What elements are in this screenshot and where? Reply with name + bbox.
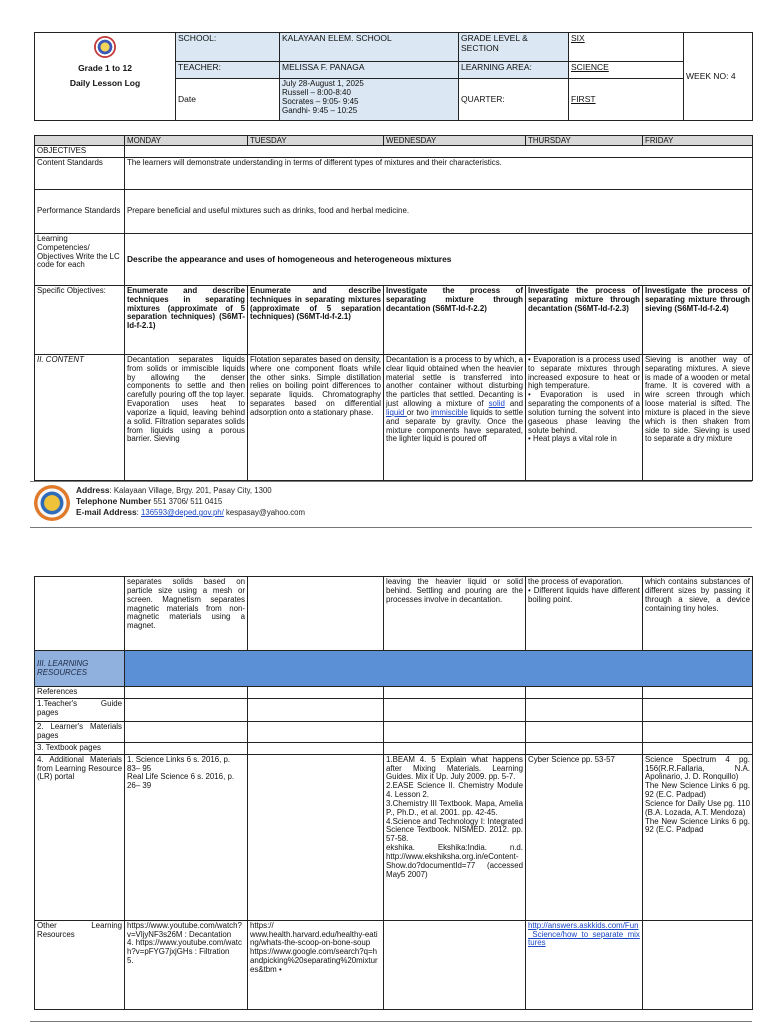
day-thursday: THURSDAY [526, 136, 643, 146]
document-title: Daily Lesson Log [69, 77, 141, 88]
learning-area-value: SCIENCE [569, 62, 684, 79]
page-bottom-rule [30, 1021, 752, 1022]
content-thursday: • Evaporation is a process used to separate mixtures through increased exposure to heat or high temperature. • Evaporation is used in separating the components of a solution turning the solvent into gaseous phase leaving the solute behind. • Heat plays a vital role in [526, 354, 643, 480]
date-label: Date [176, 79, 280, 121]
specific-objective-friday: Investigate the process of separating mixture through sieving (S6MT-Id-f-2.4) [643, 285, 753, 354]
learning-area-label: LEARNING AREA: [459, 62, 569, 79]
grade-level-label: GRADE LEVEL & SECTION [459, 33, 569, 62]
teacher-value: MELISSA F. PANAGA [280, 62, 459, 79]
specific-objective-monday: Enumerate and describe techniques in separating mixtures (approximate of 5 separation techniques) (S6MT-Id-f-2.1) [125, 285, 248, 354]
week-number: WEEK NO: 4 [684, 33, 753, 121]
date-value: July 28-August 1, 2025 Russell – 8:00-8:40 Socrates – 9:05- 9:45 Gandhi- 9:45 – 10:25 [280, 79, 459, 121]
additional-monday: 1. Science Links 6 s. 2016, p. 83– 95 Real Life Science 6 s. 2016, p. 26– 39 [125, 754, 248, 920]
grade-range: Grade 1 to 12 [78, 63, 132, 73]
email-link[interactable]: 136593@deped.gov.ph/ [141, 508, 224, 517]
content-friday: Sieving is another way of separating mixtures. A sieve is made of a wooden or metal frame. It is covered with a wire screen through which loose material is sifted. The mixture is placed in the sieve which is then shaken from side to side. Sieving is used to separate a dry mixture [643, 354, 753, 480]
learning-resources-row [35, 651, 753, 687]
lesson-table-page-1 [34, 135, 753, 481]
school-label: SCHOOL: [176, 33, 280, 62]
other-monday: https://www.youtube.com/watch?v=VljyNF3s26M : Decantation 4. https://www.youtube.com/watch?v=pFYG7jxjGHs : Filtration 5. [125, 920, 248, 1009]
footer-phone: Telephone Number 551 3706/ 511 0415 [76, 496, 223, 506]
school-value: KALAYAAN ELEM. SCHOOL [280, 33, 459, 62]
footer [34, 483, 454, 521]
content-cont-wednesday: leaving the heavier liquid or solid behind. Settling and pouring are the processes involve in decantation. [384, 577, 526, 651]
footer-email: E-mail Address: 136593@deped.gov.ph/ kespasay@yahoo.com [76, 507, 305, 517]
content-cont-monday: separates solids based on particle size using a mesh or screen. Magnetism separates magnetic materials from non-magnetic materials using a magnet. [125, 577, 248, 651]
quarter-label: QUARTER: [459, 79, 569, 121]
footer-address: Address: Kalayaan Village, Brgy. 201, Pasay City, 1300 [76, 485, 272, 495]
other-thursday-link[interactable]: http://answers.askkids.com/Fun_Science/how_to_separate_mixtures [526, 920, 643, 1009]
other-resources-label: Other Learning Resources [35, 920, 125, 1009]
performance-standards-label: Performance Standards [35, 189, 125, 233]
content-cont-friday: which contains substances of different sizes by passing it through a sieve, a device containing tiny holes. [643, 577, 753, 651]
link-immiscible[interactable]: immiscible [431, 407, 468, 417]
competencies-label: Learning Competencies/ Objectives Write the LC code for each [35, 233, 125, 285]
additional-wednesday: 1.BEAM 4. 5 Explain what happens after Mixing Materials. Learning Guides. Mix it Up. July 2009. pp. 5-7. 2.EASE Science II. Chemistry Module 4. Lesson 2. 3.Chemistry III Textbook. Mapa, Amelia P., Ph.D., et al. 2001. pp. 42-45. 4.Science and Technology I: Integrated Science Textbook. NISMED. 2012. pp. 57-58. ekshika. Ekshika:India. n.d. http://www.ekshiksha.org.in/eContent-Show.do?documentId=77 (accessed May5 2007) [384, 754, 526, 920]
link-liquid[interactable]: liquid [386, 407, 407, 417]
specific-objective-wednesday: Investigate the process of separating mixture through decantation (S6MT-Id-f-2.2) [384, 285, 526, 354]
objectives-label: OBJECTIVES [35, 146, 125, 158]
additional-thursday: Cyber Science pp. 53-57 [526, 754, 643, 920]
content-tuesday: Flotation separates based on density, where one component floats while the other sinks. Simple distillation relies on boiling point differences to separate liquids. Chromatography separates based on differential adsorption onto a stationary phase. [248, 354, 384, 480]
references-label: References [35, 687, 125, 699]
content-monday: Decantation separates liquids from solids or immiscible liquids by allowing the denser components to settle and then carefully pouring off the top layer. Evaporation uses heat to vaporize a liquid, leaving behind a solid. Filtration separates solids from liquids using a porous barrier. Sieving [125, 354, 248, 480]
school-seal-cell [35, 33, 176, 121]
content-cont-thursday: the process of evaporation. • Different liquids have different boiling point. [526, 577, 643, 651]
day-friday: FRIDAY [643, 136, 753, 146]
lesson-table-page-2 [34, 576, 753, 1010]
content-standards-text: The learners will demonstrate understanding in terms of different types of mixtures and their characteristics. [125, 157, 753, 189]
learning-resources-label: III. LEARNING RESOURCES [35, 651, 125, 687]
content-label: II. CONTENT [35, 354, 125, 480]
performance-standards-text: Prepare beneficial and useful mixtures such as drinks, food and herbal medicine. [125, 189, 753, 233]
header-table [34, 32, 753, 121]
grade-level-value: SIX [569, 33, 684, 62]
competencies-text: Describe the appearance and uses of homogeneous and heterogeneous mixtures [125, 233, 753, 285]
content-wednesday: Decantation is a process to by which, a clear liquid obtained when the heavier material settle is transferred into another container without disturbing the particles that settled. Decanting is just allowing a mixture of solid and liquid or two immiscible liquids to settle and separate by gravity. Once the mixture components have separated, the lighter liquid is poured off [384, 354, 526, 480]
specific-objectives-label: Specific Objectives: [35, 285, 125, 354]
deped-seal-icon [94, 36, 116, 58]
link-solid[interactable]: solid [488, 399, 505, 409]
school-logo-icon [34, 485, 70, 521]
other-tuesday: https:// www.health.harvard.edu/healthy-eating/whats-the-scoop-on-bone-soup https://www.google.com/search?q=handpicking%20separating%20mixtures&tbm • [248, 920, 384, 1009]
quarter-value: FIRST [569, 79, 684, 121]
additional-materials-label: 4. Additional Materials from Learning Resource (LR) portal [35, 754, 125, 920]
day-header-row [35, 136, 753, 146]
specific-objective-thursday: Investigate the process of separating mixture through decantation (S6MT-Id-f-2.3) [526, 285, 643, 354]
footer-rule-bottom [30, 527, 752, 528]
day-monday: MONDAY [125, 136, 248, 146]
teachers-guide-label: 1.Teacher's Guide pages [35, 698, 125, 721]
specific-objective-tuesday: Enumerate and describe techniques in separating mixtures (approximate of 5 separation techniques) (S6MT-Id-f-2.1) [248, 285, 384, 354]
learners-materials-label: 2. Learner's Materials pages [35, 721, 125, 742]
content-standards-label: Content Standards [35, 157, 125, 189]
teacher-label: TEACHER: [176, 62, 280, 79]
textbook-label: 3. Textbook pages [35, 742, 125, 754]
additional-friday: Science Spectrum 4 pg. 156(R.R.Fallaria, N.A. Apolinario, J. D. Ronquillo) The New Science Links 6 pg. 92 (E.C. Padpad) Science for Daily Use pg. 110 (B.A. Lozada, A.T. Mendoza) The New Science Links 6 pg. 92 (E.C. Padpad [643, 754, 753, 920]
day-wednesday: WEDNESDAY [384, 136, 526, 146]
day-tuesday: TUESDAY [248, 136, 384, 146]
footer-rule-top [30, 481, 752, 482]
